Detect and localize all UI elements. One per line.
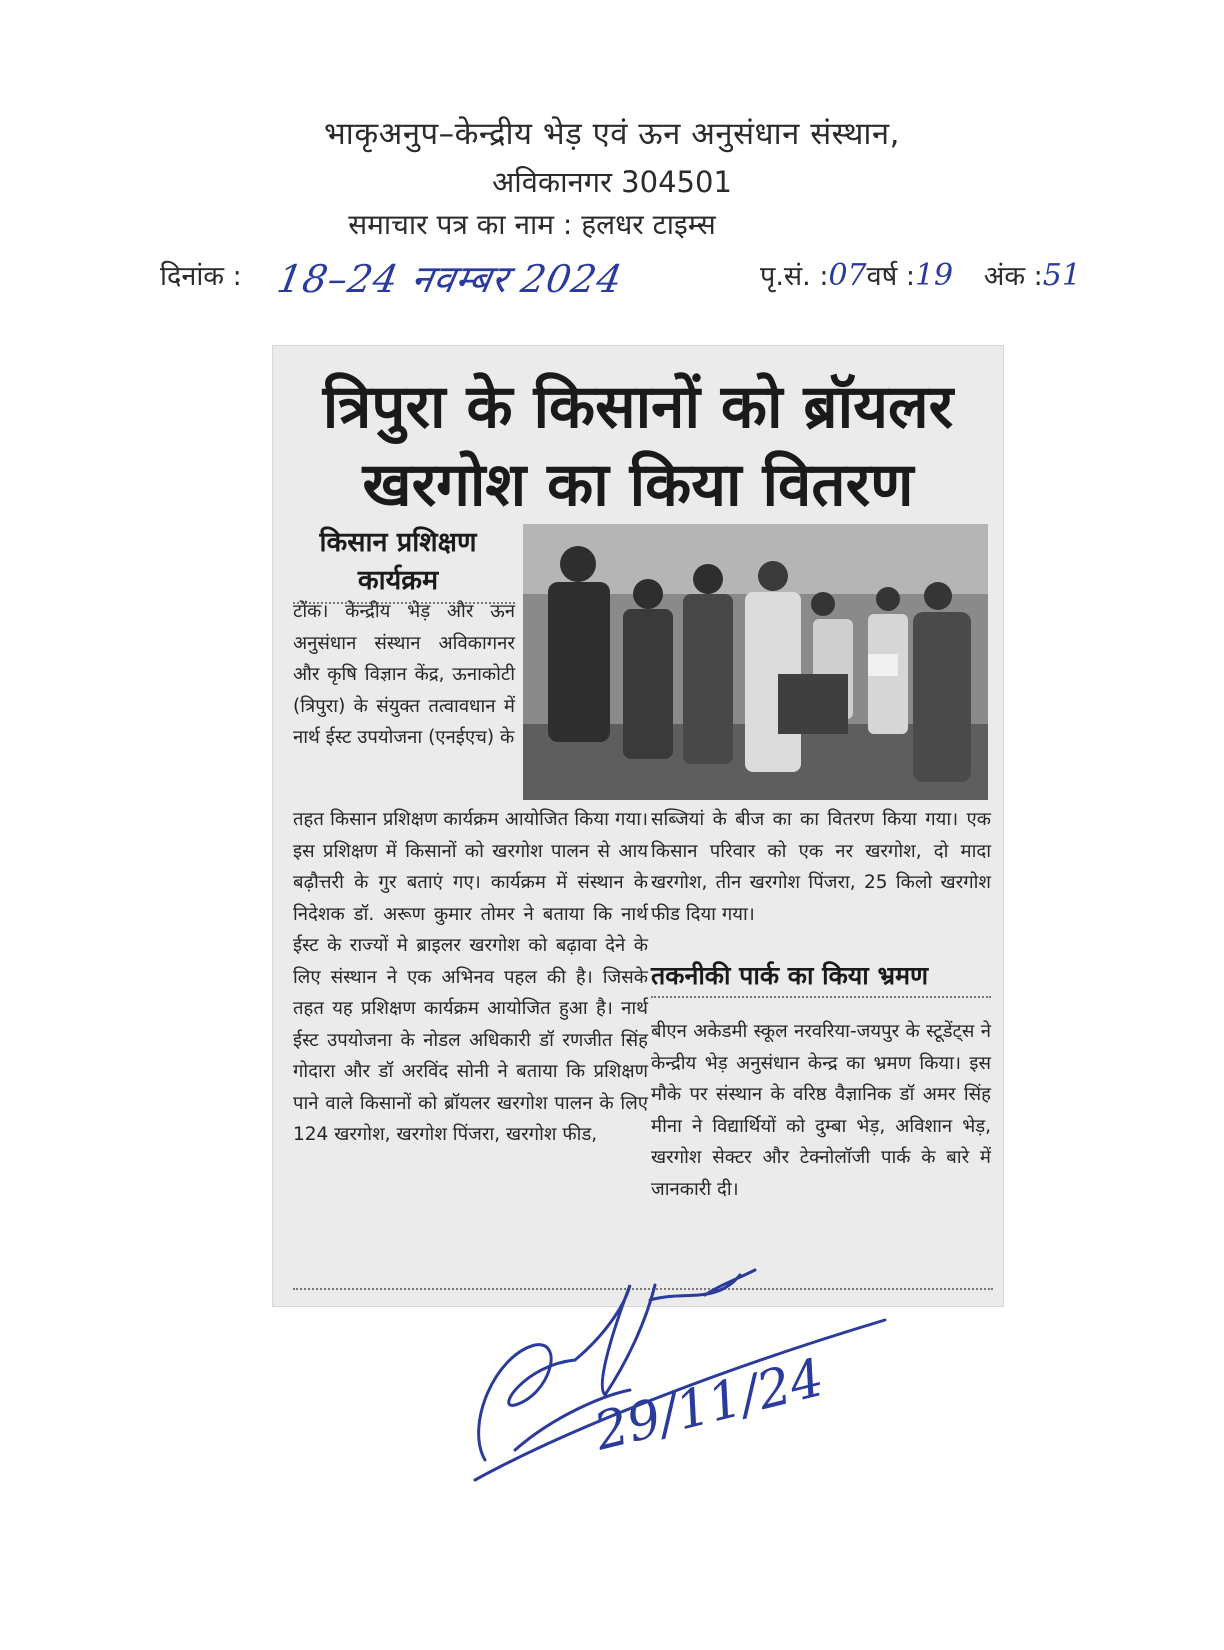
article-headline-line2: खरगोश का किया वितरण (362, 450, 914, 520)
article-paragraph-3: सब्जियां के बीज का का वितरण किया गया। एक किसान परिवार को एक नर खरगोश, दो मादा खरगोश, तीन खरगोश पिंजरा, 25 किलो खरगोश फीड दिया गया। (651, 809, 991, 925)
article-paragraph-1: टोंक। केन्द्रीय भेड़ और ऊन अनुसंधान संस्थान अविकागनर और कृषि विज्ञान केंद्र, ऊनाकोटी (त्रिपुरा) के संयुक्त तत्वावधान में नार्थ ईस्ट उपयोजना (एनईएच) के (293, 601, 515, 748)
date-value: 18–24 नवम्बर 2024 (273, 257, 627, 301)
article-subheading (293, 524, 503, 600)
article-paragraph-2: तहत किसान प्रशिक्षण कार्यक्रम आयोजित किया गया। इस प्रशिक्षण में किसानों को खरगोश पालन से आय बढ़ौत्तरी के गुर बताएं गए। कार्यक्रम में संस्थान के निदेशक डॉ. अरूण कुमार तोमर ने बताया कि नार्थ ईस्ट के राज्यों मे ब्राइलर खरगोश को बढ़ावा देने के लिए संस्थान ने एक अभिनव पहल की है। जिसके तहत यह प्रशिक्षण कार्यक्रम आयोजित हुआ है। नार्थ ईस्ट उपयोजना के नोडल अधिकारी डॉ रणजीत सिंह गोदारा और डॉ अरविंद सोनी ने बताया कि प्रशिक्षण पाने वाले किसानों को ब्रॉयलर खरगोश पालन के लिए 124 खरगोश, खरगोश पिंजरा, खरगोश फीड, (293, 809, 648, 1145)
signature-date: 29/11/24 (588, 1347, 830, 1463)
article-photo (523, 524, 988, 800)
institute-address: अविकानगर 304501 (492, 165, 732, 199)
issue-value: 51 (1042, 258, 1081, 293)
subheading-line1: किसान प्रशिक्षण (319, 527, 477, 558)
second-article-body: बीएन अकेडमी स्कूल नरवरिया-जयपुर के स्टूडेंट्स ने केन्द्रीय भेड़ अनुसंधान केन्द्र का भ्रमण किया। इस मौके पर संस्थान के वरिष्ठ वैज्ञानिक डॉ अमर सिंह मीना ने विद्यार्थियों को दुम्बा भेड़, अविशान भेड़, खरगोश सेक्टर और टेक्नोलॉजी पार्क के बारे में जानकारी दी। (651, 1021, 991, 1200)
divider (651, 996, 991, 998)
handwritten-signature (455, 1245, 915, 1505)
page-label: पृ.सं. : (760, 261, 829, 292)
newspaper-clipping (272, 345, 1004, 1307)
year-label: वर्ष : (866, 261, 915, 292)
dateline (160, 248, 1160, 308)
newspaper-name: समाचार पत्र का नाम : हलधर टाइम्स (348, 208, 716, 241)
subheading-line2: कार्यक्रम (357, 565, 439, 596)
second-article-headline: तकनीकी पार्क का किया भ्रमण (651, 961, 929, 990)
article-headline-line1: त्रिपुरा के किसानों को ब्रॉयलर (322, 372, 954, 442)
date-label: दिनांक : (160, 261, 242, 292)
year-value: 19 (914, 258, 954, 293)
page-value: 07 (828, 258, 867, 293)
issue-label: अंक : (983, 261, 1043, 292)
group-photo-image (523, 524, 988, 800)
institute-name: भाकृअनुप–केन्द्रीय भेड़ एवं ऊन अनुसंधान संस्थान, (324, 116, 900, 152)
page-info (760, 256, 1081, 293)
